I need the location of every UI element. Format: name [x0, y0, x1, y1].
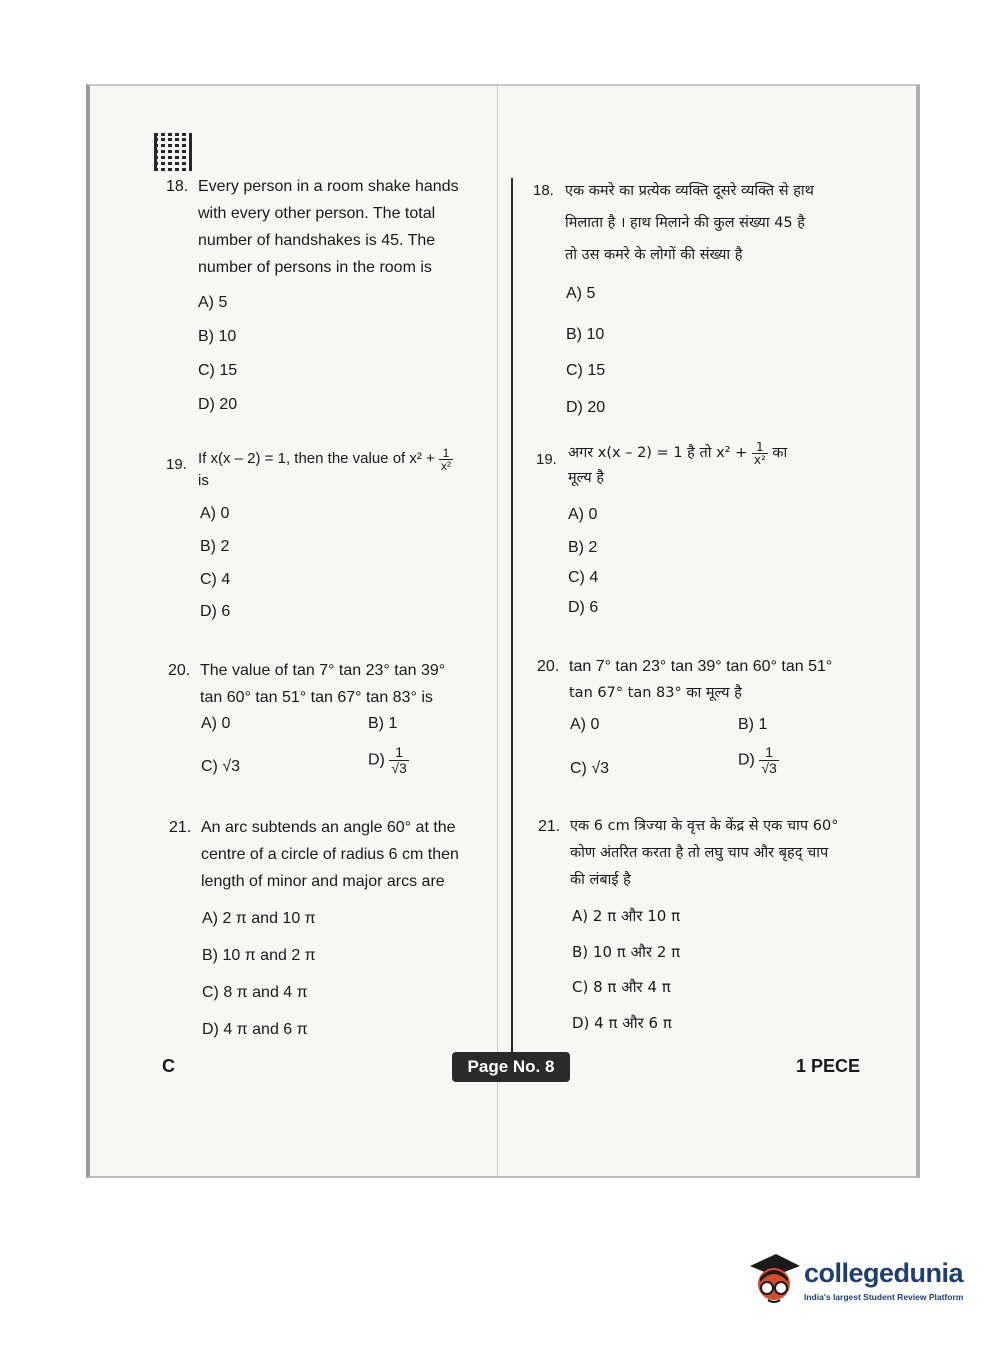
option-d: D) 20	[566, 399, 606, 416]
option-b: B) 10 π and 2 π	[202, 947, 316, 964]
option-d	[368, 745, 409, 776]
mascot-icon	[746, 1252, 802, 1310]
fraction	[759, 745, 778, 776]
fraction-numerator: 1	[752, 441, 768, 454]
option-label: D)	[368, 751, 385, 769]
collegedunia-logo	[746, 1252, 972, 1310]
question-number: 19.	[166, 456, 187, 473]
fraction-denominator: √3	[391, 760, 407, 776]
question-stem-end: is	[198, 472, 209, 489]
option-a: A) 0	[570, 716, 600, 733]
text-line: कोण अंतरित करता है तो लघु चाप और बृहद् चाप	[570, 845, 829, 861]
question-text	[201, 814, 501, 895]
text-line: Every person in a room shake hands	[198, 178, 459, 195]
question-number: 20.	[168, 662, 191, 679]
question-stem-suffix: का	[772, 445, 788, 461]
question-number: 19.	[536, 451, 557, 468]
fraction-denominator: √3	[761, 760, 777, 776]
option-b: B) 2	[568, 539, 598, 556]
option-b: B) 10	[198, 328, 237, 345]
option-a: A) 2 π और 10 π	[572, 907, 681, 925]
option-a: A) 0	[201, 715, 231, 732]
option-a: A) 0	[200, 505, 230, 522]
option-c: C) √3	[201, 758, 241, 775]
text-line: An arc subtends an angle 60° at the	[201, 819, 456, 836]
option-b: B) 1	[368, 715, 398, 732]
option-b: B) 2	[200, 538, 230, 555]
question-number: 21.	[538, 818, 561, 835]
option-c: C) 15	[566, 362, 606, 379]
question-number: 21.	[169, 819, 192, 836]
text-line: एक कमरे का प्रत्येक व्यक्ति दूसरे व्यक्ति से हाथ	[565, 183, 814, 199]
text-line: मिलाता है । हाथ मिलाने की कुल संख्या 45 है	[565, 215, 805, 231]
option-b: B) 10 π और 2 π	[572, 943, 681, 961]
question-stem: If x(x – 2) = 1, then the value of x² +	[198, 450, 435, 467]
option-b: B) 10	[566, 326, 605, 343]
question-number: 18.	[166, 178, 189, 195]
option-d: D) 4 π and 6 π	[202, 1021, 308, 1038]
text-line: तो उस कमरे के लोगों की संख्या है	[565, 247, 743, 263]
text-line: tan 7° tan 23° tan 39° tan 60° tan 51°	[569, 658, 833, 675]
fraction-numerator: 1	[439, 447, 453, 460]
question-stem-end: मूल्य है	[568, 470, 605, 486]
question-text	[200, 657, 500, 711]
option-label: D)	[738, 751, 755, 769]
logo-wordmark: collegedunia	[804, 1258, 964, 1288]
fraction	[439, 447, 453, 472]
option-c: C) 8 π और 4 π	[572, 978, 671, 996]
booklet-series: C	[162, 1056, 175, 1076]
text-line: number of persons in the room is	[198, 259, 432, 276]
option-b: B) 1	[738, 716, 768, 733]
option-d: D) 4 π और 6 π	[572, 1014, 672, 1032]
question-stem: अगर x(x – 2) = 1 है तो x² +	[568, 445, 748, 461]
text-line: की लंबाई है	[570, 872, 631, 888]
question-text	[569, 653, 869, 707]
question-number: 18.	[533, 182, 554, 199]
text-line: length of minor and major arcs are	[201, 873, 445, 890]
option-d: D) 6	[200, 603, 231, 620]
fraction-denominator: x²	[440, 458, 451, 473]
option-c: C) 8 π and 4 π	[202, 984, 308, 1001]
option-c: C) 4	[568, 569, 599, 586]
fraction-numerator: 1	[759, 745, 778, 761]
question-text	[565, 175, 865, 271]
exam-code: 1 PECE	[796, 1056, 861, 1076]
option-c: C) 4	[200, 571, 231, 588]
option-d	[738, 745, 779, 776]
text-line: The value of tan 7° tan 23° tan 39°	[200, 662, 446, 679]
fraction	[752, 441, 768, 466]
option-c: C) 15	[198, 362, 238, 379]
fraction-numerator: 1	[389, 745, 408, 761]
question-text	[570, 813, 870, 894]
fraction-denominator: x²	[753, 452, 766, 467]
option-a: A) 5	[566, 285, 596, 302]
option-d: D) 20	[198, 396, 238, 413]
qr-code-icon	[154, 133, 192, 171]
question-text	[198, 445, 498, 490]
option-c: C) √3	[570, 760, 610, 777]
option-a: A) 5	[198, 294, 228, 311]
text-line: centre of a circle of radius 6 cm then	[201, 846, 459, 863]
question-text	[568, 440, 868, 489]
option-a: A) 2 π and 10 π	[202, 910, 316, 927]
column-divider	[511, 178, 513, 1058]
text-line: number of handshakes is 45. The	[198, 232, 436, 249]
option-a: A) 0	[568, 506, 598, 523]
text-line: एक 6 cm त्रिज्या के वृत्त के केंद्र से एक चाप 60°	[570, 818, 839, 834]
text-line: tan 67° tan 83° का मूल्य है	[569, 685, 742, 701]
page-number-badge: Page No. 8	[452, 1052, 570, 1082]
option-d: D) 6	[568, 599, 599, 616]
text-line: with every other person. The total	[198, 205, 436, 222]
question-text	[198, 173, 498, 281]
text-line: tan 60° tan 51° tan 67° tan 83° is	[200, 689, 433, 706]
fraction	[389, 745, 408, 776]
logo-tagline: India's largest Student Review Platform	[804, 1292, 964, 1302]
question-number: 20.	[537, 658, 560, 675]
